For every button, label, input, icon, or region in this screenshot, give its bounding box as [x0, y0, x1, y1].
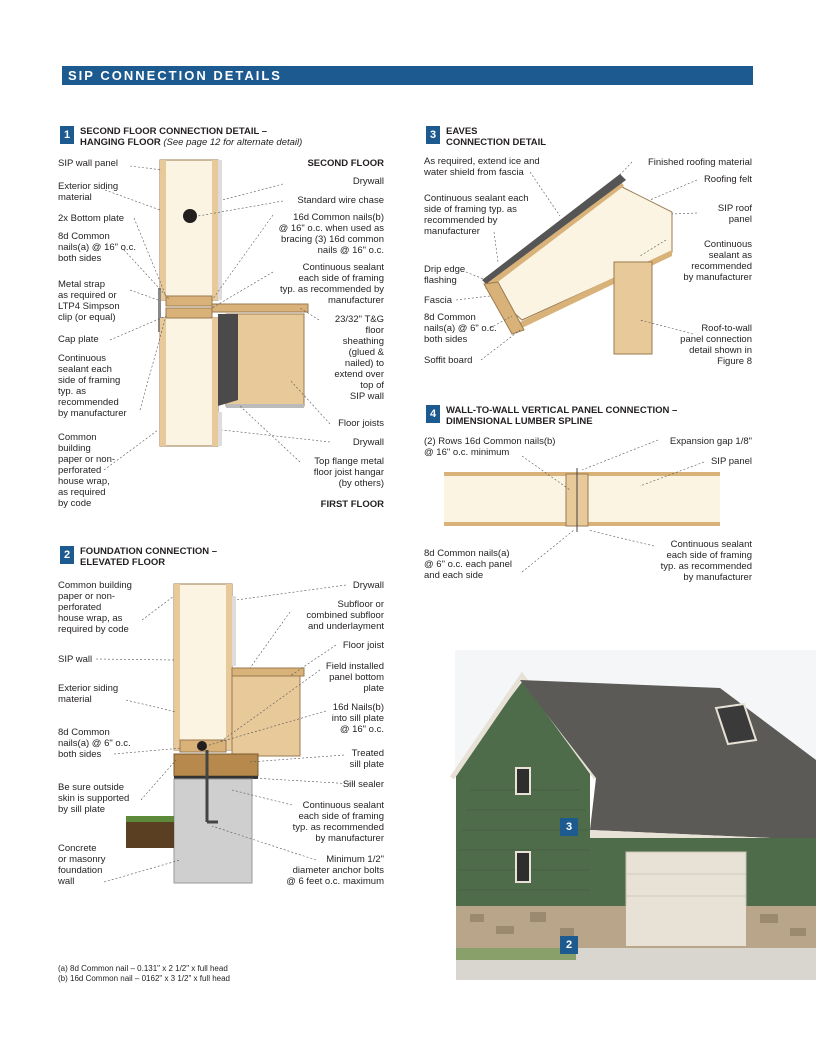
- s1-bottom-plate-label: 2x Bottom plate: [58, 213, 125, 224]
- s2-continuous-sealant-label: Continuous sealant each side of framing typ. as recommended by manufacturer: [292, 800, 384, 844]
- section-1-title-note: (See page 12 for alternate detail): [163, 137, 303, 148]
- section-4-number: 4: [426, 405, 440, 423]
- section-1-title-line1: SECOND FLOOR CONNECTION DETAIL –: [80, 126, 268, 137]
- s1-wire-chase-label: Standard wire chase: [297, 195, 384, 206]
- second-floor-drawing: [104, 160, 330, 470]
- s3-fascia-label: Fascia: [424, 295, 452, 306]
- s4-8d-nails-label: 8d Common nails(a) @ 6" o.c. each panel and each side: [424, 548, 513, 581]
- s1-metal-strap-label: Metal strap as required or LTP4 Simpson clip (or equal): [58, 279, 120, 323]
- s1-continuous-sealant-right-label: Continuous sealant each side of framing typ. as recommended by manufacturer: [279, 262, 384, 306]
- section-2-title-line1: FOUNDATION CONNECTION –: [80, 546, 218, 557]
- photo-badge-2: 2: [560, 936, 578, 954]
- section-1-title-main: HANGING FLOOR: [80, 137, 161, 148]
- photo-badge-3: 3: [560, 818, 578, 836]
- s3-8d-nails-label: 8d Common nails(a) @ 6" o.c. both sides: [424, 312, 497, 345]
- section-2-title-line2: ELEVATED FLOOR: [80, 557, 166, 568]
- s1-floor-joists-label: Floor joists: [338, 418, 384, 429]
- s2-floor-joist-label: Floor joist: [342, 640, 384, 651]
- s3-finished-roofing-label: Finished roofing material: [647, 157, 752, 168]
- section-3-title-line1: EAVES: [446, 126, 478, 137]
- s1-joist-hanger-label: Top flange metal floor joist hangar (by others): [313, 456, 384, 489]
- s1-drywall-lower-label: Drywall: [352, 437, 384, 448]
- s3-sip-roof-panel-label: SIP roof panel: [717, 203, 752, 225]
- section-2-title: [80, 546, 217, 568]
- section-3-number: 3: [426, 126, 440, 144]
- s1-cap-plate-label: Cap plate: [58, 334, 99, 345]
- s2-bottom-plate-label: Field installed panel bottom plate: [325, 661, 384, 694]
- s1-building-paper-label: Common building paper or non- perforated house wrap, as required by code: [58, 432, 116, 509]
- s2-sip-wall-label: SIP wall: [58, 654, 93, 665]
- s4-expansion-gap-label: Expansion gap 1/8": [669, 436, 752, 447]
- s4-sip-panel-label: SIP panel: [710, 456, 752, 467]
- s1-first-floor-label: FIRST FLOOR: [320, 499, 384, 510]
- s2-sill-sealer-label: Sill sealer: [342, 779, 384, 790]
- s1-sip-wall-panel-label: SIP wall panel: [58, 158, 119, 169]
- s2-anchor-bolts-label: Minimum 1/2" diameter anchor bolts @ 6 feet o.c. maximum: [286, 854, 384, 887]
- section-3-title-line2: CONNECTION DETAIL: [446, 137, 547, 148]
- s2-exterior-siding-label: Exterior siding material: [58, 683, 119, 705]
- s1-drywall-label: Drywall: [352, 176, 384, 187]
- s2-concrete-label: Concrete or masonry foundation wall: [58, 843, 106, 887]
- s1-16d-nails-label: 16d Common nails(b) @ 16" o.c. when used as bracing (3) 16d common nails @ 16" o.c.: [278, 212, 384, 256]
- s3-sealant-right-label: Continuous sealant as recommended by manufacturer: [683, 239, 752, 283]
- s3-roof-to-wall-label: Roof-to-wall panel connection detail shown in Figure 8: [680, 323, 752, 367]
- section-4-title-line1: WALL-TO-WALL VERTICAL PANEL CONNECTION –: [446, 405, 678, 416]
- s2-16d-nails-label: 16d Nails(b) into sill plate @ 16" o.c.: [331, 702, 384, 735]
- house-photo: [452, 650, 816, 980]
- page-banner: SIP CONNECTION DETAILS: [62, 66, 753, 85]
- s3-ice-shield-label: As required, extend ice and water shield from fascia: [424, 156, 540, 178]
- s4-16d-rows-label: (2) Rows 16d Common nails(b) @ 16" o.c. minimum: [424, 436, 556, 458]
- footnotes: (a) 8d Common nail – 0.131" x 2 1/2" x full head (b) 16d Common nail – 0162" x 3 1/2" x full head: [58, 964, 230, 983]
- section-4-title: [446, 405, 677, 427]
- s2-treated-sill-label: Treated sill plate: [349, 748, 384, 770]
- s2-drywall-label: Drywall: [352, 580, 384, 591]
- section-1-title-line2: [80, 137, 302, 148]
- section-3-title: [446, 126, 546, 148]
- s2-outside-skin-label: Be sure outside skin is supported by sill plate: [58, 782, 130, 815]
- s3-soffit-label: Soffit board: [424, 355, 473, 366]
- s3-roofing-felt-label: Roofing felt: [703, 174, 752, 185]
- s1-8d-nails-label: 8d Common nails(a) @ 16" o.c. both sides: [58, 231, 136, 264]
- s1-floor-sheathing-label: 23/32" T&G floor sheathing (glued & nailed) to extend over top of SIP wall: [334, 314, 384, 402]
- s1-continuous-sealant-label: Continuous sealant each side of framing typ. as recommended by manufacturer: [58, 353, 127, 419]
- section-1-number: 1: [60, 126, 74, 144]
- s1-second-floor-label: SECOND FLOOR: [307, 158, 384, 169]
- s3-drip-edge-label: Drip edge flashing: [424, 264, 466, 286]
- s3-continuous-sealant-label: Continuous sealant each side of framing typ. as recommended by manufacturer: [424, 193, 529, 237]
- s2-subfloor-label: Subfloor or combined subfloor and underlayment: [306, 599, 384, 632]
- s4-continuous-sealant-label: Continuous sealant each side of framing typ. as recommended by manufacturer: [660, 539, 752, 583]
- s1-exterior-siding-label: Exterior siding material: [58, 181, 119, 203]
- section-2-number: 2: [60, 546, 74, 564]
- section-1-title: [80, 126, 302, 148]
- section-4-title-line2: DIMENSIONAL LUMBER SPLINE: [446, 416, 593, 427]
- s2-building-paper-label: Common building paper or non- perforated house wrap, as required by code: [58, 580, 132, 635]
- s2-8d-nails-label: 8d Common nails(a) @ 6" o.c. both sides: [58, 727, 131, 760]
